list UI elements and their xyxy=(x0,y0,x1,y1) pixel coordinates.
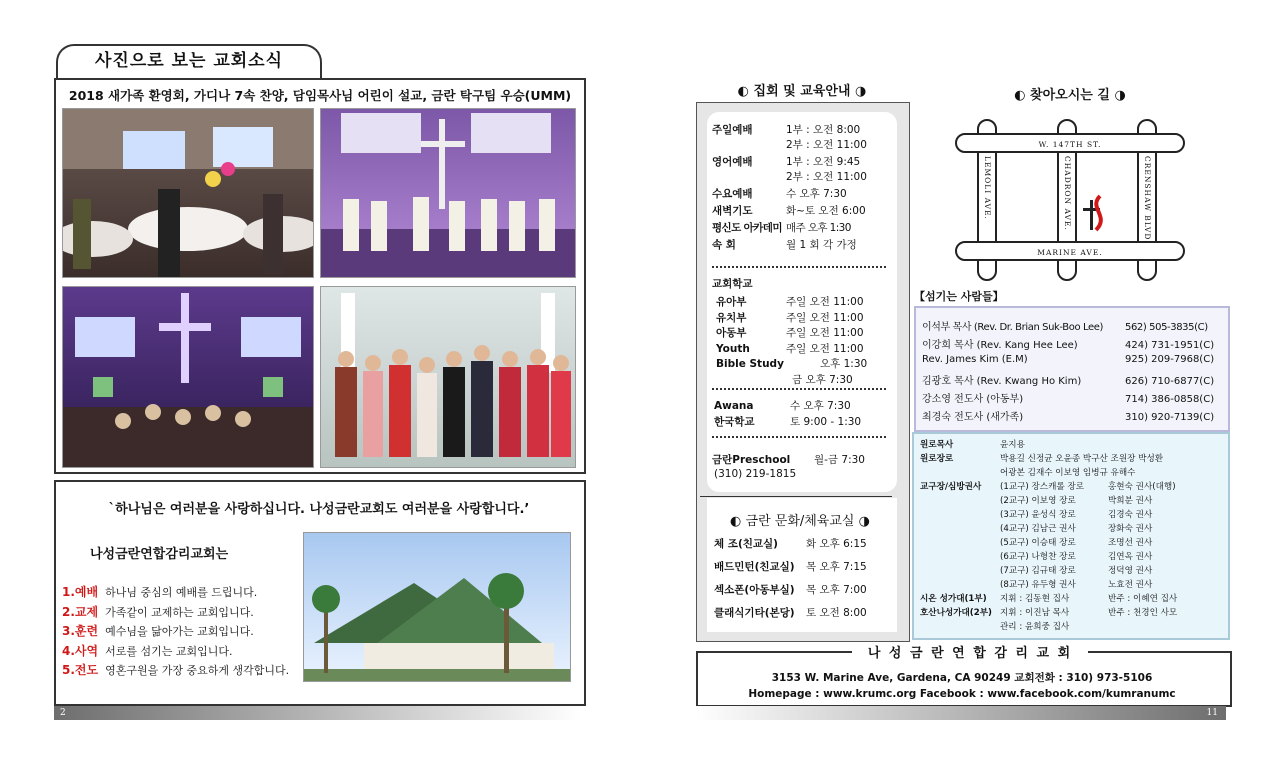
elder-row: (6교구) 나형찬 장로 김연옥 권사 xyxy=(1000,552,1153,562)
elder-row: 관리 : 윤희중 집사 xyxy=(1000,622,1070,632)
section-title: 사진으로 보는 교회소식 xyxy=(56,44,322,78)
street-label-top: W. 147TH ST. xyxy=(1038,140,1102,149)
photo-table-tennis-team xyxy=(320,286,576,468)
page-footer-left: 2 xyxy=(54,706,582,720)
choir-image xyxy=(321,109,575,277)
schedule-row: 금 오후 7:30 xyxy=(792,373,853,386)
mission-item: 1.예배 하나님 중심의 예배를 드립니다. xyxy=(62,585,258,599)
schedule-row: 배드민턴(친교실) 목 오후 7:15 xyxy=(714,561,867,573)
photo-newcomer-reception xyxy=(62,108,314,278)
staff-row: 이석부 목사 (Rev. Dr. Brian Suk-Boo Lee) 562) 505-3835(C) xyxy=(922,322,1208,333)
schedule-row: 클래식기타(본당) 토 오전 8:00 xyxy=(714,607,867,619)
other-programs xyxy=(714,398,890,430)
elder-row: 호산나성가대(2부) 지휘 : 이진남 목사 반주 : 천경인 사모 xyxy=(920,608,1178,618)
staff-title: 【섬기는 사람들】 xyxy=(914,290,1004,303)
church-web-links[interactable]: Homepage : www.krumc.org Facebook : www.facebook.com/kumranumc xyxy=(748,688,1176,700)
schedule-row: 유아부 주일 오전 11:00 xyxy=(716,296,864,308)
schedule-row: 새벽기도 화~토 오전 6:00 xyxy=(712,205,866,217)
map-title: ◐ 찾아오시는 길 ◑ xyxy=(1014,88,1126,103)
divider xyxy=(712,266,886,268)
culture-schedule xyxy=(714,536,900,628)
mission-item: 4.사역 서로를 섬기는 교회입니다. xyxy=(62,643,233,658)
avenue-label: CHADRON AVE. xyxy=(1063,156,1072,231)
photo-caption: 2018 새가족 환영회, 가디나 7속 찬양, 담임목사님 어린이 설교, 금란 탁구팀 우승(UMM) xyxy=(68,88,572,103)
schedule-row: 영어예배 1부 : 오전 9:45 xyxy=(712,156,861,168)
schedule-row: Bible Study 오후 1:30 xyxy=(716,358,868,370)
mission-list xyxy=(62,583,302,681)
elder-row: (5교구) 이승태 장로 조명선 권사 xyxy=(1000,538,1153,548)
elder-row: 시온 성가대(1부) 지휘 : 김동현 집사 반주 : 이혜연 집사 xyxy=(920,594,1178,604)
schedule-row: Youth 주일 오전 11:00 xyxy=(716,342,864,355)
staff-row: 이강희 목사 (Rev. Kang Hee Lee) 424) 731-1951(C) xyxy=(922,340,1215,351)
schedule-row: 속 회 월 1 회 각 가정 xyxy=(712,239,857,251)
divider xyxy=(700,496,892,497)
elder-row: (8교구) 유두형 권사 노효전 권사 xyxy=(1000,580,1153,590)
mission-item: 3.훈련 예수님을 닮아가는 교회입니다. xyxy=(62,624,254,638)
mission-item: 5.전도 영혼구원을 가장 중요하게 생각합니다. xyxy=(62,663,290,677)
methodist-cross-icon xyxy=(1083,196,1101,230)
elder-row: (4교구) 김남근 권사 장화숙 권사 xyxy=(1000,524,1153,534)
avenue-label: LEMOLI AVE. xyxy=(983,156,992,220)
schedule-row: Awana 수 오후 7:30 xyxy=(714,400,851,412)
elder-row: (3교구) 윤성식 장로 김경숙 권사 xyxy=(1000,510,1153,520)
children-sermon-image xyxy=(63,287,313,467)
schedule-row: 평신도 아카데미 매주 오후 1:30 xyxy=(712,222,851,234)
schedule-row: 수요예배 수 오후 7:30 xyxy=(712,188,847,200)
schedule-row: 2부 : 오전 11:00 xyxy=(786,139,867,151)
church-name: 나 성 금 란 연 합 감 리 교 회 xyxy=(852,642,1088,661)
staff-list xyxy=(922,318,1222,426)
church-school-schedule xyxy=(716,294,892,387)
mission-heading: 나성금란연합감리교회는 xyxy=(90,547,229,562)
mission-quote: `하나님은 여러분을 사랑하십니다. 나성금란교회도 여러분을 사랑합니다.’ xyxy=(108,502,530,517)
schedule-row: 한국학교 토 9:00 - 1:30 xyxy=(714,416,862,428)
elder-row: (2교구) 이보영 장로 박희분 권사 xyxy=(1000,496,1153,506)
church-building-image xyxy=(304,533,570,681)
schedule-row: 체 조(친교실) 화 오후 6:15 xyxy=(714,538,867,550)
mission-item: 2.교제 가족같이 교제하는 교회입니다. xyxy=(62,604,254,619)
schedule-row: 섹소폰(아동부실) 목 오후 7:00 xyxy=(714,584,867,596)
newcomer-reception-image xyxy=(63,109,313,277)
elder-row: 원로장로 박용길 신정균 오윤종 박구산 조원장 박성환 xyxy=(920,454,1164,464)
schedule-row: 유치부 주일 오전 11:00 xyxy=(716,311,864,324)
elder-row: 원로목사 윤지용 xyxy=(920,440,1025,450)
staff-row: 강소영 전도사 (아동부) 714) 386-0858(C) xyxy=(922,394,1215,405)
page-footer-right: 11 xyxy=(696,706,1226,720)
church-address: 3153 W. Marine Ave, Gardena, CA 90249 교회전화 : 310) 973-5106 xyxy=(771,672,1153,684)
elder-row: (7교구) 김규태 장로 정덕영 권사 xyxy=(1000,566,1153,576)
photo-children-sermon xyxy=(62,286,314,468)
preschool-phone: (310) 219-1815 xyxy=(714,468,797,480)
staff-row: 김광호 목사 (Rev. Kwang Ho Kim) 626) 710-6877(C) xyxy=(922,376,1215,387)
avenue-label: CRENSHAW BLVD. xyxy=(1143,156,1152,244)
street-label-bottom: MARINE AVE. xyxy=(1037,248,1103,257)
church-contact xyxy=(700,670,1224,702)
photo-church-building xyxy=(303,532,571,682)
table-tennis-image xyxy=(321,287,575,467)
culture-title: ◐ 금란 문화/체육교실 ◑ xyxy=(730,514,870,529)
preschool-row: 금란Preschool 월-금 7:30 xyxy=(712,454,865,466)
elder-row: 교구장/심방권사 (1교구) 장스캐롤 장로 홍현숙 권사(대행) xyxy=(920,482,1176,492)
photo-gardena-choir xyxy=(320,108,576,278)
elders-list xyxy=(920,438,1222,634)
divider xyxy=(712,388,886,390)
schedule-row: 2부 : 오전 11:00 xyxy=(786,171,867,183)
staff-row: Rev. James Kim (E.M) 925) 209-7968(C) xyxy=(922,354,1215,365)
schedule-row: 아동부 주일 오전 11:00 xyxy=(716,327,864,339)
staff-row: 최경숙 전도사 (새가족) 310) 920-7139(C) xyxy=(922,412,1215,423)
divider xyxy=(712,436,886,438)
schedule-title: ◐ 집회 및 교육안내 ◑ xyxy=(737,84,867,99)
church-school-title: 교회학교 xyxy=(712,278,753,290)
elder-row: 어광본 김재수 이보영 임병규 유해수 xyxy=(1000,468,1136,478)
schedule-row: 주일예배 1부 : 오전 8:00 xyxy=(712,124,861,136)
worship-schedule xyxy=(712,122,892,254)
